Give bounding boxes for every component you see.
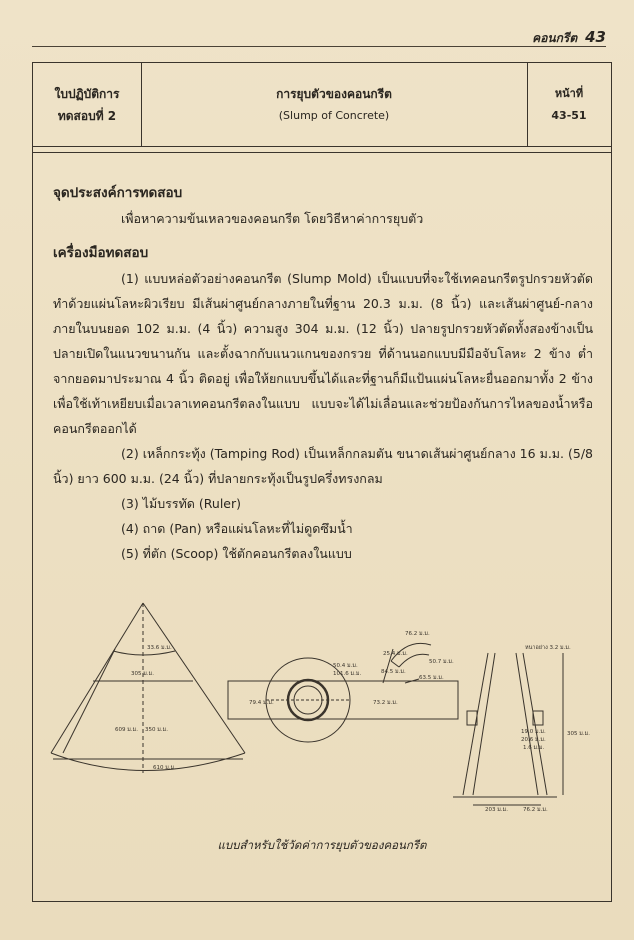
handle-dim-d: 84.5 ม.ม. [381, 669, 406, 675]
tool-item-1: (1) แบบหล่อตัวอย่างคอนกรีต (Slump Mold) เป็นแบบที่จะใช้เทคอนกรีตรูปกรวยหัวตัด ทำด้วยแผ่นโลหะผิวเรียบ มีเส้นผ่าศูนย์กลางภายในที่ฐาน 20.3 ม.ม. (8 นิ้ว) และเส้นผ่าศูนย์-กลางภายในบนยอด 102 ม.ม. (4 นิ้ว) ความสูง 304 ม.ม. (12 นิ้ว) ปลายรูปกรวยหัวตัดทั้งสองข้างเป็นปลายเปิดในแนวขนานกัน และตั้งฉากกับแนวแกนของกรวย ที่ด้านนอกแบบมีมือจับโลหะ 2 ข้าง ต่ำจากยอดมาประมาณ 4 นิ้ว ติดอยู่ เพื่อให้ยกแบบขึ้นได้และที่ฐานก็มีแป้นแผ่นโลหะยื่นออกมาทั้ง 2 ข้าง เพื่อใช้เท้าเหยียบเมื่อเวลาเทคอนกรีตลงในแบบ แบบจะได้ไม่เลื่อนและช่วยป้องกันการไหลของน้ำหรือคอนกรีตออกได้ [53, 271, 593, 436]
cone-mid-label: 305 ม.ม. [131, 671, 154, 677]
plan-dim-b: 101.6 ม.ม. [333, 671, 362, 677]
handle-dim-c: 63.5 ม.ม. [419, 675, 444, 681]
purpose-text: เพื่อหาความข้นเหลวของคอนกรีต โดยวิธีหาค่าการยุบตัว [121, 211, 424, 226]
sheet-label: ใบปฏิบัติการ [54, 86, 120, 101]
section-foot-dim: 76.2 ม.ม. [523, 807, 548, 813]
plan-dim-right: 73.2 ม.ม. [373, 700, 398, 706]
page-number: 43 [585, 28, 606, 46]
tools-heading: เครื่องมือทดสอบ [53, 245, 149, 261]
running-head [532, 28, 606, 48]
test-number: ทดสอบที่ 2 [57, 108, 117, 123]
worksheet-header [33, 63, 611, 147]
cone-top-label: 33.6 ม.ม. [147, 645, 172, 651]
handle-dim-b: 50.7 ม.ม. [429, 659, 454, 665]
section-dim-2: 20.6 ม.ม. [521, 737, 546, 743]
worksheet-frame [32, 62, 612, 902]
header-separator [33, 152, 611, 153]
tool-item-2: (2) เหล็กกระทุ้ง (Tamping Rod) เป็นเหล็กกลมตัน ขนาดเส้นผ่าศูนย์กลาง 16 ม.ม. (5/8 นิ้ว) ยาว 600 ม.ม. (24 นิ้ว) ที่ปลายกระทุ้งเป็นรูปครึ่งทรงกลม [53, 446, 593, 486]
section-dim-1: 19.0 ม.ม. [521, 729, 546, 735]
section-dim-3: 1.6 ม.ม. [523, 745, 545, 751]
sheet-id-cell [33, 63, 142, 146]
cone-base-label: 610 ม.ม. [153, 765, 176, 771]
figure-caption: แบบสำหรับใช้วัดค่าการยุบตัวของคอนกรีต [217, 838, 427, 852]
tool-item-5: (5) ที่ตัก (Scoop) ใช้ตักคอนกรีตลงในแบบ [121, 546, 352, 561]
plan-dim-a: 50.4 ม.ม. [333, 663, 358, 669]
cone-height-label: 350 ม.ม. [145, 727, 168, 733]
body-text [53, 181, 593, 566]
tool-item-4: (4) ถาด (Pan) หรือแผ่นโลหะที่ไม่ดูดซึมน้ำ [121, 521, 353, 536]
section-view-drawing [453, 653, 563, 805]
handle-dim-a: 25.4 ม.ม. [383, 651, 408, 657]
section-base-dim: 203 ม.ม. [485, 807, 508, 813]
plan-dim-left: 79.4 ม.ม. [249, 700, 274, 706]
page-range: 43-51 [551, 108, 587, 122]
section-thickness-label: หนาอย่าง 3.2 ม.ม. [525, 645, 571, 651]
section-total-height: 305 ม.ม. [567, 731, 590, 737]
handle-dim-top: 76.2 ม.ม. [405, 631, 430, 637]
tool-item-3: (3) ไม้บรรทัด (Ruler) [121, 496, 242, 511]
cone-slant-label: 609 ม.ม. [115, 727, 138, 733]
purpose-heading: จุดประสงค์การทดสอบ [53, 185, 183, 201]
header-rule [32, 46, 606, 47]
running-head-title: คอนกรีต [532, 31, 578, 45]
title-cell [141, 63, 528, 146]
page-cell [527, 63, 611, 146]
cone-drawing [51, 603, 245, 773]
slump-mold-figure [33, 583, 611, 813]
page-label: หน้าที่ [554, 86, 584, 100]
title-thai: การยุบตัวของคอนกรีต [276, 86, 392, 101]
title-english: (Slump of Concrete) [278, 108, 390, 122]
